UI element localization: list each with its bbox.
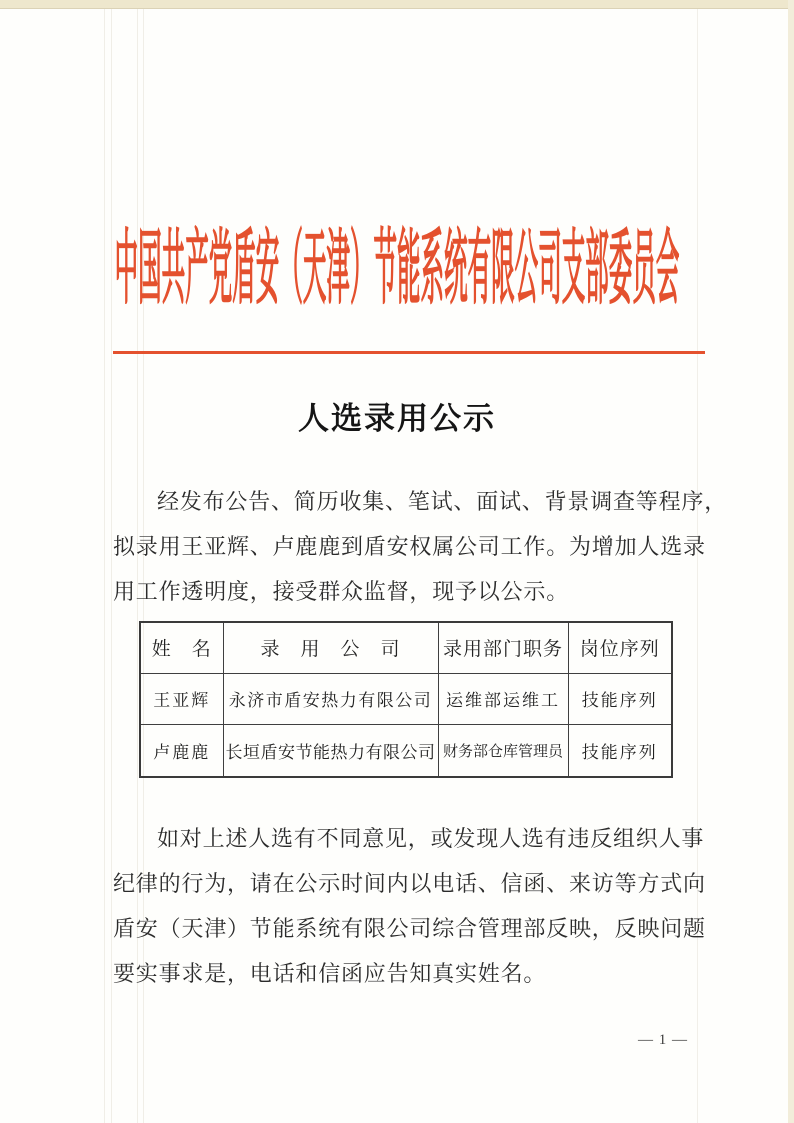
objection-paragraph (113, 816, 713, 996)
paragraph-line: 要实事求是，电话和信函应告知真实姓名。 (113, 961, 547, 986)
letterhead (0, 223, 794, 314)
cell-department: 运维部运维工 (438, 673, 568, 724)
paragraph-line: 盾安（天津）节能系统有限公司综合管理部反映，反映问题 (113, 916, 706, 941)
table-header-company: 录 用 公 司 (223, 622, 438, 673)
cell-department: 财务部仓库管理员 (438, 724, 568, 777)
table-header-row (140, 622, 672, 673)
paragraph-line: 用工作透明度，接受群众监督，现予以公示。 (113, 579, 570, 604)
paragraph-line: 经发布公告、简历收集、笔试、面试、背景调查等程序， (157, 489, 728, 514)
scan-fold-line (111, 9, 112, 1123)
cell-sequence: 技能序列 (568, 673, 672, 724)
scan-edge-top (0, 0, 794, 9)
scan-edge-right (788, 0, 794, 1123)
table-row (140, 724, 672, 777)
paragraph-line: 拟录用王亚辉、卢鹿鹿到盾安权属公司工作。为增加人选录 (113, 534, 706, 559)
intro-paragraph (113, 479, 728, 614)
table-row (140, 673, 672, 724)
page-number: — 1 — (638, 1032, 688, 1048)
recruitment-table-container (139, 621, 673, 778)
table-header-sequence: 岗位序列 (568, 622, 672, 673)
cell-name: 王亚辉 (140, 673, 223, 724)
document-title: 人选录用公示 (298, 401, 496, 436)
paragraph-line: 如对上述人选有不同意见，或发现人选有违反组织人事 (157, 826, 705, 851)
scan-fold-line (104, 9, 105, 1123)
table-header-name: 姓 名 (140, 622, 223, 673)
recruitment-table (139, 621, 673, 778)
paragraph-line: 纪律的行为，请在公示时间内以电话、信函、来访等方式向 (113, 871, 706, 896)
cell-company: 长垣盾安节能热力有限公司 (223, 724, 438, 777)
cell-sequence: 技能序列 (568, 724, 672, 777)
cell-company: 永济市盾安热力有限公司 (223, 673, 438, 724)
letterhead-org-title: 中国共产党盾安（天津）节能系统有限公司支部委员会 (114, 223, 680, 314)
cell-name: 卢鹿鹿 (140, 724, 223, 777)
table-header-department: 录用部门职务 (438, 622, 568, 673)
letterhead-separator-line (113, 351, 705, 354)
